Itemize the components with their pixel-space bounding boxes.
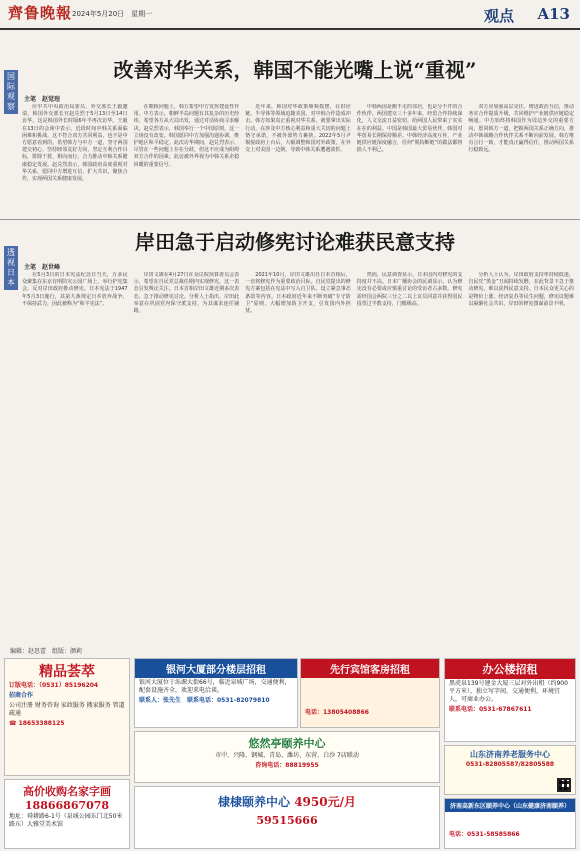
article2-body [22,272,574,640]
ad-elderly-care-1: 悠然亭颐养中心 市中、兴隆、钢城、青岛、潍坊、东营、白沙 7店联动 咨询电话：88819955 [134,731,440,783]
article2-col-3: 2021年10月，岸田文雄出任日本首相后，一直将修宪作为重要政治目标。自民党提出的修宪方案包括在宪法中写入自卫队、设立紧急事态条款等内容。日本政府近年来不断突破“专守防卫”原则，大幅增加防卫开支，引发国内外担忧。 [245,272,351,315]
ad-hotel: 先行宾馆客房招租 电话：13805408866 [300,658,440,728]
article1-col-1: 应中共中央政治局委员、外交部长王毅邀请，韩国外交部长官赵兑烈于5月13日至14日访华。这是韩国外长时隔6年半再次访华。王毅在13日的会谈中表示，近段时间中韩关系面临困难和挑战，这不符合双方共同利益，也不是中方愿意看到的。希望韩方与中方一道，坚守两国建交初心，坚持睦邻友好方向，坚定互利合作目标，排除干扰，相向而行，合力推动中韩关系健康稳定发展。赵兑烈表示，韩国政府高度重视对华关系，愿同中方增进互信，扩大共识，聚焦合作，实现两国关系健康发展。 [22,104,128,183]
ad-galaxy-building: 银河大厦部分楼层招租 银河大厦位于泺源大街66号，临近泉城广场，交通便利，配套设施齐全，欢迎来电洽谈。 联系人：张先生 联系电话：0531-82079810 [134,658,298,728]
article1-col-4: 中韩两国是搬不走的邻居，也是分不开的合作伙伴。两国建交三十多年来，经贸合作持续深化，人文交流日益密切，给两国人民带来了实实在在的利益。中国是韩国最大贸易伙伴，韩国对华贸易长期保持顺差。中韩经济高度互补，产业链供应链深度融合，任何“脱钩断链”的做法都将损人不利己。 [356,104,463,154]
ad-office-rent: 办公楼招租 黑虎泉139号建金大厦三层对外出租（约900平方米），独立写字间，交通便利，环境宜人，可商业办公。 联系电话：0531-67867611 [444,658,576,742]
article2-byline: 主笔 赵世峰 [24,264,61,271]
article1-col-5: 双方应加强高层交往，增进政治互信，推动务实合作提质升级，共同维护产业链供应链稳定畅通。中方始终将韩国作为周边外交的重要方向，愿同韩方一道，把握两国关系正确方向，推动中韩战略合作伙伴关系不断向前发展。韩方唯有言行一致，才能真正赢得信任，推动两国关系行稳致远。 [468,104,574,154]
newspaper-logo: 齊鲁晚報 [8,4,73,22]
article1-col-3: 近年来，韩国对华政策频频摇摆，在供应链、半导体等领域追随美国，对中韩合作造成冲击。韩方如果真正重视对华关系，就要拿出实际行动，在涉及中方核心利益和重大关切的问题上恪守承诺，不被外部势力裹挟。2022年5月尹锡悦政府上台后，大幅调整韩国对外政策，在外交上对美国一边倒，导致中韩关系遭遇波折。 [245,104,351,154]
editor-credits: 编辑：赵思蕾 组版：颜莉 [10,648,83,655]
article2-col-1: 在5月3日的日本宪法纪念日当天，万多民众聚集在东京有明防灾公园广场上，举行护宪集会，反对岸田政府推动修宪。日本宪法于1947年5月3日施行，其第九条规定日本放弃战争、不保持武力，因此被称为“和平宪法”。 [22,272,128,307]
article2-col-2: 岸田文雄在4月27日在众议院预算委员会表示，希望在自民党总裁任期内实现修宪，这一表态引发舆论关注。日本首相岸田文雄近期多次表态，急于推动修宪讨论。分析人士指出，岸田此举意在巩固党内保守派支持，为其谋求连任铺路。 [133,272,240,315]
article1-col-2: 在朝核问题上，韩方希望中方发挥建设性作用。中方表示，朝鲜半岛问题有其复杂的历史经纬，希望各方从大局出发，通过对话协商寻求解决。赵兑烈表示，韩国奉行一个中国原则，这一立场没有改变。韩国愿同中方加强沟通协调，维护地区和平稳定。此次访华期间，赵兑烈表示，尽管在一些问题上存在分歧，但这不应成为阻碍双方合作的因素。此访被外界视为中韩关系企稳回暖的重要信号。 [133,104,240,168]
side-tag-international: 国 际 观 察 [4,70,18,114]
ad-classified: 精品荟萃 订版电话：（0531）85196204 招商合作 公司注册 财务咨询 家政服务 搬家服务 管道疏通 ☎ 18653388125 [4,658,130,776]
ad-elderly-care-2: 棣棣颐养中心 4950元/月 59515666 [134,786,440,849]
article2-col-4: 然而，民意调查显示，日本国内对修宪的支持度并不高。日本广播协会的民调显示，认为修宪没有必要或应慎重讨论的受访者占多数。修宪需经国会两院三分之二以上议员同意并获得国民投票过半数支持，门槛极高。 [356,272,463,307]
masthead [0,0,580,30]
qr-code-icon [557,778,571,792]
side-tag-japan: 透 视 日 本 [4,246,18,290]
article1-body [22,104,574,216]
section-divider [0,219,580,220]
ad-calligraphy: 高价收购名家字画 18866867078 地址：舜耕路6-1号（泉城公园东门北50米路东）大雅堂美术馆 [4,779,130,849]
ad-high-tech-care: 济南高新东区颐养中心（山东健康济南颐养） 电话：0531-58585866 [444,798,576,849]
advertisement-area [0,658,580,851]
article2-title: 岸田急于启动修宪讨论难获民意支持 [135,230,455,254]
issue-date: 2024年5月20日 星期一 [72,10,153,18]
article2-col-5: 分析人士认为，岸田政府支持率持续低迷，自民党“黑金”丑闻持续发酵，在此背景下急于推动修宪，难以获得民意支持。日本民众更关心的是物价上涨、经济复苏等民生问题，修宪议题难以凝聚社会共识，岸田的修宪图谋前景不明。 [468,272,574,307]
section-title: 观点 [483,7,514,25]
article1-title: 改善对华关系，韩国不能光嘴上说“重视” [113,58,477,82]
page-number: A13 [537,5,570,23]
ad-jinan-care-center: 山东济南养老服务中心 0531-82805587/82805588 [444,745,576,795]
article1-byline: 主笔 赵觉珵 [24,96,61,103]
